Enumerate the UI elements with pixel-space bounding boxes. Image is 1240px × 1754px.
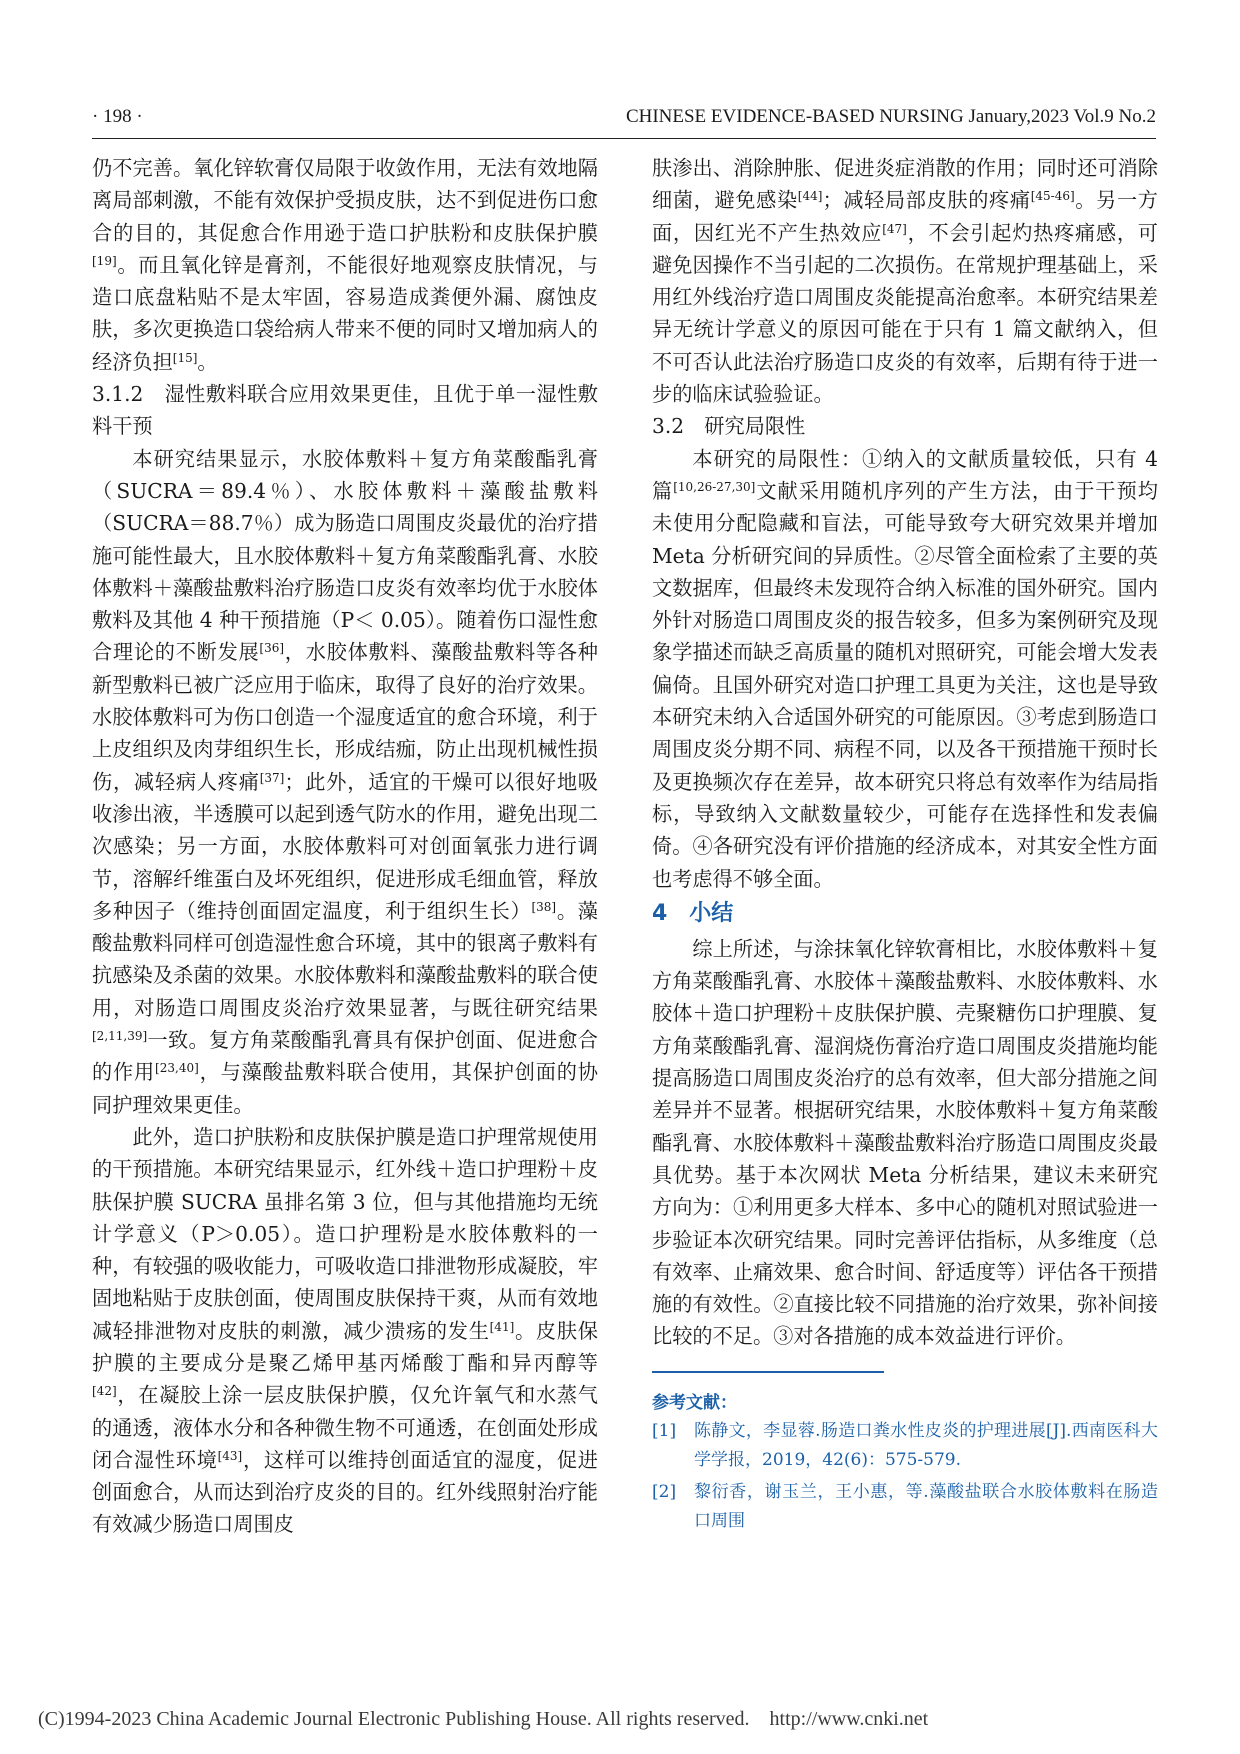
reference-text: 陈静文，李显蓉.肠造口粪水性皮炎的护理进展[J].西南医科大学学报，2019，42(6)：575-579.: [694, 1420, 1158, 1470]
paragraph: 仍不完善。氧化锌软膏仅局限于收敛作用，无法有效地隔离局部刺激，不能有效保护受损皮肤，达不到促进伤口愈合的目的，其促愈合作用逊于造口护肤粉和皮肤保护膜[19]。而且氧化锌是膏剂，不能很好地观察皮肤情况，与造口底盘粘贴不是太牢固，容易造成粪便外漏、腐蚀皮肤，多次更换造口袋给病人带来不便的同时又增加病人的经济负担[15]。: [92, 156, 598, 374]
reference-number: [1]: [652, 1420, 677, 1441]
section-heading-3-1-2: 3.1.2 湿性敷料联合应用效果更佳，且优于单一湿性敷料干预: [92, 382, 598, 439]
header-rule: [92, 138, 1156, 139]
citation: [42]: [92, 1384, 117, 1399]
left-column: [92, 152, 598, 1541]
citation: [45-46]: [1030, 189, 1075, 204]
citation: [44]: [797, 189, 823, 204]
citation: [19]: [92, 253, 117, 268]
citation: [2,11,39]: [92, 1029, 148, 1044]
citation: [36]: [259, 641, 285, 656]
citation: [43]: [217, 1448, 243, 1463]
page-number: · 198 ·: [92, 106, 143, 127]
reference-item: [652, 1417, 1158, 1475]
paragraph: 肤渗出、消除肿胀、促进炎症消散的作用；同时还可消除细菌，避免感染[44]；减轻局部皮肤的疼痛[45-46]。另一方面，因红光不产生热效应[47]，不会引起灼热疼痛感，可避免因操作不当引起的二次损伤。在常规护理基础上，采用红外线治疗造口周围皮炎能提高治愈率。本研究结果差异无统计学意义的原因可能在于只有 1 篇文献纳入，但不可否认此法治疗肠造口皮炎的有效率，后期有待于进一步的临床试验验证。: [652, 156, 1158, 407]
section-heading-3-2: 3.2 研究局限性: [652, 414, 806, 439]
right-column: [652, 152, 1158, 1539]
citation: [15]: [172, 350, 198, 365]
paragraph: 此外，造口护肤粉和皮肤保护膜是造口护理常规使用的干预措施。本研究结果显示，红外线＋造口护理粉＋皮肤保护膜 SUCRA 虽排名第 3 位，但与其他措施均无统计学意义（P＞0.05）。造口护理粉是水胶体敷料的一种，有较强的吸收能力，可吸收造口排泄物形成凝胶，牢固地粘贴于皮肤创面，使周围皮肤保持干爽，从而有效地减轻排泄物对皮肤的刺激，减少溃疡的发生[41]。皮肤保护膜的主要成分是聚乙烯甲基丙烯酸丁酯和异丙醇等[42]，在凝胶上涂一层皮肤保护膜，仅允许氧气和水蒸气的通透，液体水分和各种微生物不可通透，在创面处形成闭合湿性环境[43]，这样可以维持创面适宜的湿度，促进创面愈合，从而达到治疗皮炎的目的。红外线照射治疗能有效减少肠造口周围皮: [92, 1124, 598, 1537]
references-rule: [652, 1371, 884, 1373]
running-header: [92, 106, 1156, 136]
reference-number: [2]: [652, 1481, 677, 1502]
reference-text: 黎衍香，谢玉兰，王小惠，等.藻酸盐联合水胶体敷料在肠造口周围: [694, 1481, 1158, 1531]
citation: [38]: [531, 899, 557, 914]
reference-item: [652, 1478, 1158, 1536]
citation: [37]: [259, 770, 285, 785]
references-title: 参考文献：: [652, 1392, 737, 1413]
citation: [23,40]: [155, 1061, 199, 1076]
citation: [47]: [882, 221, 907, 236]
citation: [10,26-27,30]: [673, 479, 756, 494]
copyright-footer: (C)1994-2023 China Academic Journal Electronic Publishing House. All rights reserved. http://www.cnki.net: [38, 1708, 929, 1730]
citation: [41]: [489, 1319, 515, 1334]
paragraph: 本研究结果显示，水胶体敷料＋复方角菜酸酯乳膏（SUCRA＝89.4％）、水胶体敷料＋藻酸盐敷料（SUCRA＝88.7％）成为肠造口周围皮炎最优的治疗措施可能性最大，且水胶体敷料＋复方角菜酸酯乳膏、水胶体敷料＋藻酸盐敷料治疗肠造口皮炎有效率均优于水胶体敷料及其他 4 种干预措施（P＜ 0.05）。随着伤口湿性愈合理论的不断发展[36]，水胶体敷料、藻酸盐敷料等各种新型敷料已被广泛应用于临床，取得了良好的治疗效果。水胶体敷料可为伤口创造一个湿度适宜的愈合环境，利于上皮组织及肉芽组织生长，形成结痂，防止出现机械性损伤，减轻病人疼痛[37]；此外，适宜的干燥可以很好地吸收渗出液，半透膜可以起到透气防水的作用，避免出现二次感染；另一方面，水胶体敷料可对创面氧张力进行调节，溶解纤维蛋白及坏死组织，促进形成毛细血管，释放多种因子（维持创面固定温度，利于组织生长）[38]。藻酸盐敷料同样可创造湿性愈合环境，其中的银离子敷料有抗感染及杀菌的效果。水胶体敷料和藻酸盐敷料的联合使用，对肠造口周围皮炎治疗效果显著，与既往研究结果[2,11,39]一致。复方角菜酸酯乳膏具有保护创面、促进愈合的作用[23,40]，与藻酸盐敷料联合使用，其保护创面的协同护理效果更佳。: [92, 446, 598, 1117]
paragraph: 本研究的局限性：①纳入的文献质量较低，只有 4 篇[10,26-27,30]文献采用随机序列的产生方法，由于干预均未使用分配隐藏和盲法，可能导致夸大研究效果并增加 Meta 分析研究间的异质性。②尽管全面检索了主要的英文数据库，但最终未发现符合纳入标准的国外研究。国内外针对肠造口周围皮炎的报告较多，但多为案例研究及现象学描述而缺乏高质量的随机对照研究，可能会增大发表偏倚。且国外研究对造口护理工具更为关注，这也是导致本研究未纳入合适国外研究的可能原因。③考虑到肠造口周围皮炎分期不同、病程不同，以及各干预措施干预时长及更换频次存在差异，故本研究只将总有效率作为结局指标，导致纳入文献数量较少，可能存在选择性和发表偏倚。④各研究没有评价措施的经济成本，对其安全性方面也考虑得不够全面。: [652, 446, 1158, 891]
paragraph: 综上所述，与涂抹氧化锌软膏相比，水胶体敷料＋复方角菜酸酯乳膏、水胶体＋藻酸盐敷料、水胶体敷料、水胶体＋造口护理粉＋皮肤保护膜、壳聚糖伤口护理膜、复方角菜酸酯乳膏、湿润烧伤膏治疗造口周围皮炎措施均能提高肠造口周围皮炎治疗的总有效率，但大部分措施之间差异并不显著。根据研究结果，水胶体敷料＋复方角菜酸酯乳膏、水胶体敷料＋藻酸盐敷料治疗肠造口周围皮炎最具优势。基于本次网状 Meta 分析结果，建议未来研究方向为：①利用更多大样本、多中心的随机对照试验进一步验证本次研究结果。同时完善评估指标，从多维度（总有效率、止痛效果、愈合时间、舒适度等）评估各干预措施的有效性。②直接比较不同措施的治疗效果，弥补间接比较的不足。③对各措施的成本效益进行评价。: [652, 936, 1158, 1349]
journal-name: CHINESE EVIDENCE-BASED NURSING January,2023 Vol.9 No.2: [625, 106, 1156, 127]
section-heading-4: 4 小结: [652, 900, 734, 926]
